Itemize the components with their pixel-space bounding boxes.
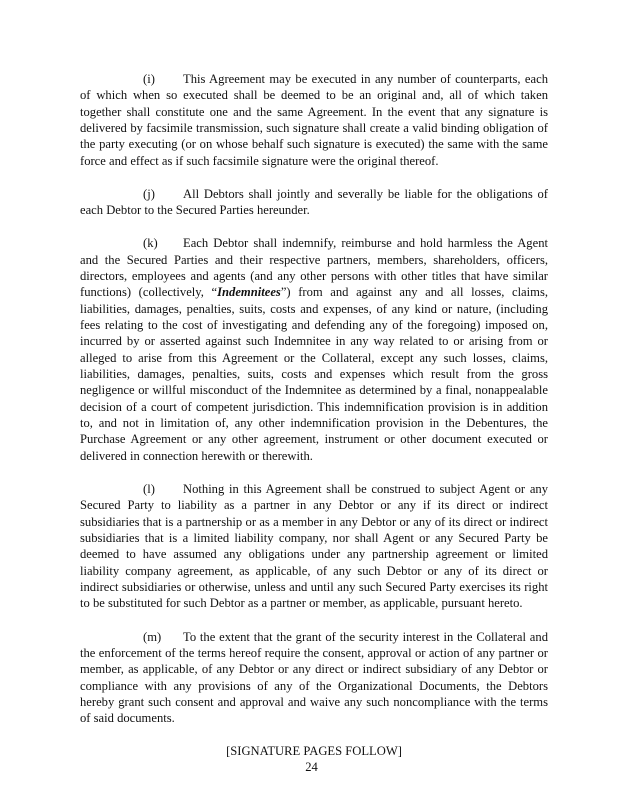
paragraph-j: [80, 186, 548, 219]
page-number: 24: [305, 760, 318, 774]
paragraph-text: Nothing in this Agreement shall be construed to subject Agent or any Secured Party to liability as a partner in any Debtor or any if its direct or indirect subsidiaries that is a partnership or as a member in any Debtor or any of its direct or indirect subsidiaries that is a limited liability company, nor shall Agent or any Secured Party be deemed to have assumed any obligations under any partnership agreement or limited liability company agreement, as applicable, of any such Debtor or any of its direct or indirect subsidiaries or otherwise, unless and until any such Secured Party exercises its right to be substituted for such Debtor as a partner or member, as applicable, pursuant hereto.: [80, 481, 548, 611]
paragraph-label: (j): [143, 186, 155, 201]
paragraph-label: (i): [143, 72, 155, 86]
paragraph-i: [80, 71, 548, 169]
paragraph-text: To the extent that the grant of the security interest in the Collateral and the enforcement of the terms hereof require the consent, approval or action of any partner or member, as applicable, of any Debtor or any direct or indirect subsidiary of any Debtor or compliance with any provisions of any of the Organizational Documents, the Debtors hereby grant such consent and approval and waive any such noncompliance with the terms of said documents.: [80, 629, 548, 726]
page-body: [80, 71, 548, 760]
paragraph-text-before-term: Each Debtor shall indemnify, reimburse and hold harmless the Agent and the Secured Parties and their respective partners, members, shareholders, officers, directors, employees and agents (and any other persons with other titles that have similar functions) (collectively, “: [80, 236, 548, 300]
paragraph-text: All Debtors shall jointly and severally be liable for the obligations of each Debtor to the Secured Parties hereunder.: [80, 186, 548, 218]
paragraph-label: (l): [143, 481, 155, 496]
paragraph-l: [80, 481, 548, 612]
paragraph-label: (m): [143, 629, 162, 644]
defined-term-indemnitees: Indemnitees: [217, 285, 281, 300]
paragraph-m: [80, 629, 548, 727]
paragraph-text-after-term: ”) from and against any and all losses, claims, liabilities, damages, penalties, suits, costs and expenses, of any kind or nature, (including fees relating to the cost of investigating and defending any of the foregoing) imposed on, incurred by or asserted against such Indemnitee in any way related to or arising from or alleged to arise from this Agreement or the Collateral, except any such losses, claims, liabilities, damages, penalties, suits, costs and expenses which result from the gross negligence or willful misconduct of the Indemnitee as determined by a final, nonappealable decision of a court of competent jurisdiction. This indemnification provision is in addition to, and not in limitation of, any other indemnification provision in the Debentures, the Purchase Agreement or any other agreement, instrument or other document executed or delivered in connection herewith or therewith.: [80, 285, 548, 463]
paragraph-text: This Agreement may be executed in any number of counterparts, each of which when so executed shall be deemed to be an original and, all of which taken together shall constitute one and the same Agreement. In the event that any signature is delivered by facsimile transmission, such signature shall create a valid binding obligation of the party executing (or on whose behalf such signature is executed) the same with the same force and effect as if such facsimile signature were the original thereof.: [80, 72, 548, 168]
signature-pages-note: [SIGNATURE PAGES FOLLOW]: [226, 744, 402, 759]
paragraph-k: [80, 235, 548, 464]
paragraph-label: (k): [143, 236, 158, 251]
